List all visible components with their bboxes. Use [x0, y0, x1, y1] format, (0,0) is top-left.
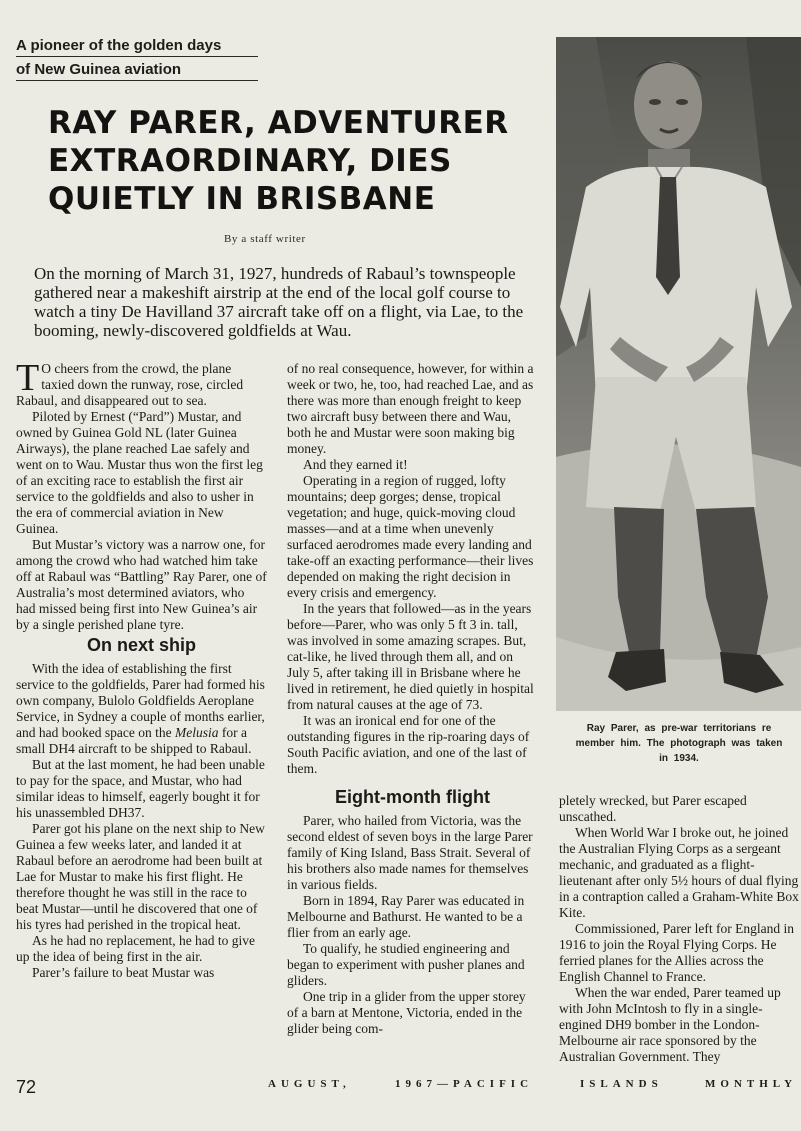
headline-line-3: QUIETLY IN BRISBANE [48, 181, 436, 217]
body-paragraph: It was an ironical end for one of the outstanding figures in the rip-roaring days of South Pacific aviation, and one of the last of them. [287, 713, 530, 776]
body-paragraph [16, 661, 267, 757]
headline [48, 104, 548, 218]
body-paragraph: pletely wrecked, but Parer escaped unscathed. [559, 793, 747, 824]
opening-paragraph [16, 357, 267, 409]
drop-cap: T [16, 357, 40, 399]
headline-line-2: EXTRAORDINARY, DIES [48, 143, 452, 179]
article-column-3 [559, 793, 801, 1065]
body-paragraph: As he had no replacement, he had to give up the idea of being first in the air. [16, 933, 256, 964]
footer-month: AUGUST, [268, 1078, 351, 1090]
portrait-photo-graphic [556, 37, 801, 711]
text-span: With the idea of establishing the first service to the goldfields, Parer had formed his own company, Bulolo Goldfields Aeroplane Service, in Sydney a couple of months earlier, and had booked space on the [16, 661, 265, 740]
page-number: 72 [16, 1077, 37, 1097]
body-paragraph: But Mustar’s victory was a narrow one, for among the crowd who had watched him take off at Rabaul was “Battling” Ray Parer, one of Australia’s most determined aviators, who had missed being first into New Guinea’s air by a single perished plane tyre. [16, 537, 267, 632]
kicker-rule-1 [16, 56, 258, 57]
body-paragraph: But at the last moment, he had been unable to pay for the space, and Mustar, who had similar ideas to himself, eagerly bought it for his unassembled DH37. [16, 757, 265, 820]
photo-caption [557, 721, 801, 766]
text-span: for a small DH4 aircraft to be shipped to Rabaul. [16, 725, 252, 756]
body-paragraph: To qualify, he studied engineering and began to experiment with pusher planes and gliders. [287, 941, 525, 988]
byline: By a staff writer [224, 233, 306, 245]
body-paragraph: Operating in a region of rugged, lofty mountains; deep gorges; dense, tropical vegetation; and huge, quick-moving cloud masses—and at a time when unevenly surfaced aerodromes made every landing and take-off an exacting performance—their lives depended on making the right decision in every crisis and emergency. [287, 473, 534, 600]
subheading-on-next-ship: On next ship [86, 635, 196, 655]
body-paragraph: Piloted by Ernest (“Pard”) Mustar, and owned by Guinea Gold NL (later Guinea Airways), the plane reached Lae safely and went on to Wau. Mustar thus won the first leg of an exciting race to establish the first air service to the goldfields and also to usher in the era of commercial aviation in New Guinea. [16, 409, 263, 536]
body-paragraph: of no real consequence, however, for within a week or two, he, too, had reached Lae, and as there was more than enough freight to keep two aircraft busy between there and Wau, both he and Mustar were soon making big money. [287, 361, 534, 456]
lede-paragraph: On the morning of March 31, 1927, hundreds of Rabaul’s townspeople gathered near a makeshift airstrip at the end of the local golf course to watch a tiny De Havilland 37 aircraft take off on a flight, via Lae, to the booming, newly-discovered goldfields at Wau. [34, 264, 524, 340]
body-paragraph: In the years that followed—as in the years before—Parer, who was only 5 ft 3 in. tall, was involved in some amazing scrapes. But, cat-like, he lived through them all, and on July 5, after taking ill in Brisbane where he lived in retirement, he died quietly in hospital from natural causes at the age of 73. [287, 601, 534, 712]
headline-line-1: RAY PARER, ADVENTURER [48, 105, 509, 141]
caption-line-2: member him. The photograph was taken [575, 738, 783, 749]
body-paragraph: Born in 1894, Ray Parer was educated in Melbourne and Bathurst. He wanted to be a flier from an early age. [287, 893, 525, 940]
body-paragraph: When the war ended, Parer teamed up with John McIntosh to fly in a single-engined DH9 bomber in the London-Melbourne air race sponsored by the Australian Government. They [559, 985, 781, 1064]
body-paragraph: Commissioned, Parer left for England in 1916 to join the Royal Flying Corps. He ferried planes for the Allies across the English Channel to France. [559, 921, 794, 984]
body-paragraph: Parer got his plane on the next ship to New Guinea a few weeks later, and landed it at Rabaul before an aerodrome had been built at Lae for Mustar to make his first flight. He therefore thought he was still in the race to beat Mustar—until he discovered that one of his tyres had perished in the tropical heat. [16, 821, 265, 932]
body-paragraph: Parer, who hailed from Victoria, was the second eldest of seven boys in the large Parer family of King Island, Bass Strait. Several of his brothers also made names for themselves in various fields. [287, 813, 533, 892]
portrait-photo [556, 37, 801, 711]
subheading-eight-month-flight: Eight-month flight [335, 787, 490, 807]
article-column-1 [16, 357, 267, 981]
footer-monthly: MONTHLY [705, 1078, 798, 1090]
kicker-line-1: A pioneer of the golden days [16, 37, 222, 54]
body-paragraph: One trip in a glider from the upper storey of a barn at Mentone, Victoria, ended in the glider being com- [287, 989, 526, 1036]
footer-year-publication: 1967—PACIFIC [395, 1078, 534, 1090]
opening-text: O cheers from the crowd, the plane taxied down the runway, rose, circled Rabaul, and disappeared out to sea. [16, 361, 244, 408]
kicker-rule-2 [16, 80, 258, 81]
body-paragraph: Parer’s failure to beat Mustar was [32, 965, 215, 980]
ship-name: Melusia [174, 725, 219, 740]
footer-islands: ISLANDS [580, 1078, 663, 1090]
kicker-line-2: of New Guinea aviation [16, 61, 182, 78]
article-column-2 [287, 361, 538, 1037]
caption-line-1: Ray Parer, as pre-war territorians re [586, 723, 772, 734]
body-paragraph: When World War I broke out, he joined the Australian Flying Corps as a sergeant mechanic, and graduated as a flight-lieutenant after only 5½ hours of dual flying in a contraption called a Graham-White Box Kite. [559, 825, 799, 920]
caption-line-3: in 1934. [659, 753, 699, 764]
body-paragraph: And they earned it! [303, 457, 408, 472]
